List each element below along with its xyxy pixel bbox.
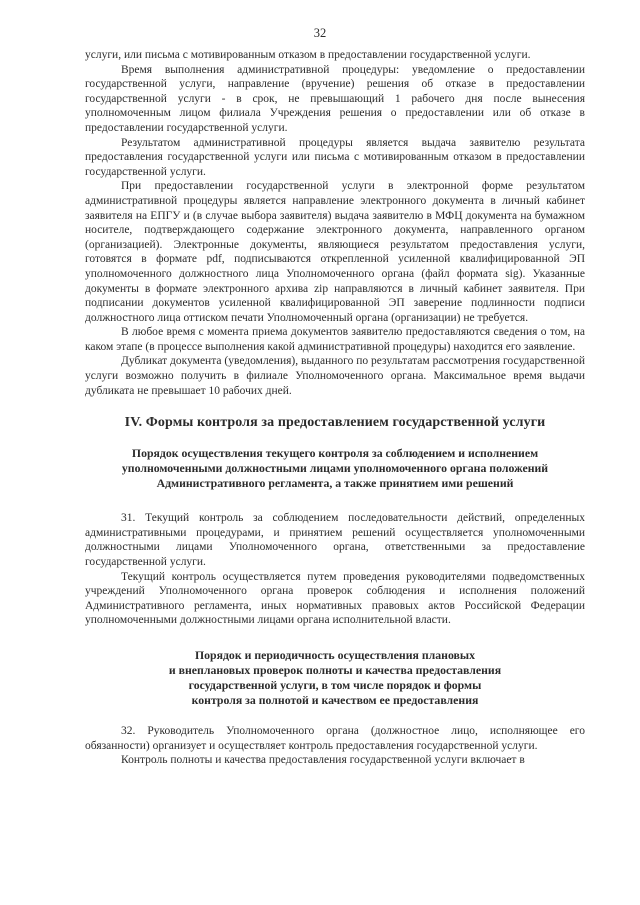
paragraph: 31. Текущий контроль за соблюдением последовательности действий, определенных административными процедурами, и принятием решений осуществляется уполномоченными должностными лицами Уполномоченного органа, ответственными за предоставление государственной услуги. — [85, 512, 585, 569]
page-number: 32 — [313, 26, 327, 40]
paragraph: Текущий контроль осуществляется путем проведения руководителями подведомственных учреждений Уполномоченного органа проверок соблюдения и исполнения положений Административного регламента, иных нормативных правовых актов Российской Федерации уполномоченными должностными лицами органа исполнительной власти. — [85, 570, 585, 627]
paragraph: В любое время с момента приема документов заявителю предоставляются сведения о том, на каком этапе (в процессе выполнения какой административной процедуры) находится его заявление. — [85, 326, 585, 353]
paragraph: Время выполнения административной процедуры: уведомление о предоставлении государственной услуги, направление (вручение) решения об отказе в предоставлении государственной услуги - в срок, не превышающий 1 рабочего дня после вынесения уполномоченным лицом филиала Учреждения решения о предоставлении или об отказе в предоставлении государственной услуги. — [85, 63, 585, 134]
subsection-heading-line: Порядок осуществления текущего контроля за соблюдением и исполнением — [131, 446, 539, 461]
subsection-heading-line: Порядок и периодичность осуществления плановых — [194, 648, 476, 662]
subsection-heading-line: Административного регламента, а также принятием ими решений — [156, 476, 514, 491]
subsection-heading-line: государственной услуги, в том числе порядок и формы — [188, 678, 482, 692]
subsection-heading — [85, 446, 585, 491]
subsection-heading — [85, 648, 585, 708]
paragraph: Контроль полноты и качества предоставления государственной услуги включает в — [121, 754, 525, 767]
section-title: IV. Формы контроля за предоставлением государственной услуги — [124, 415, 546, 431]
paragraph: Результатом административной процедуры является выдача заявителю результата предоставления государственной услуги или письма с мотивированным отказом в предоставлении государственной услуги. — [85, 136, 585, 178]
document-body — [85, 48, 585, 768]
paragraph: 32. Руководитель Уполномоченного органа (должностное лицо, исполняющее его обязанности) организует и осуществляет контроль предоставления государственной услуги. — [85, 725, 585, 752]
subsection-heading-line: контроля за полнотой и качеством ее предоставления — [191, 693, 479, 707]
paragraph: Дубликат документа (уведомления), выданного по результатам рассмотрения государственной услуги возможно получить в филиале Уполномоченного органа. Максимальное время выдачи дубликата не превышает 10 рабочих дней. — [85, 355, 585, 397]
subsection-heading-line: уполномоченными должностными лицами уполномоченного органа положений — [121, 461, 549, 476]
subsection-heading-line: и внеплановых проверок полноты и качества предоставления — [168, 663, 502, 677]
paragraph: При предоставлении государственной услуги в электронной форме результатом административной процедуры является направление электронного документа в личный кабинет заявителя на ЕПГУ и (в случае выбора заявителя) выдача заявителю в МФЦ документа на бумажном носителе, подтверждающего содержание электронного документа, направленного органом (организацией). Электронные документы, являющиеся результатом предоставления услуги, готовятся в формате pdf, подписываются открепленной усиленной квалифицированной ЭП уполномоченного должностного лица Уполномоченного органа (файл формата sig). Указанные документы в формате электронного архива zip направляются в личный кабинет заявителя. При подписании документов усиленной квалифицированной ЭП заверение подлинности подписи должностного лица оттиском печати Уполномоченный органа (организации) не требуется. — [85, 180, 585, 324]
paragraph: услуги, или письма с мотивированным отказом в предоставлении государственной услуги. — [85, 49, 531, 61]
